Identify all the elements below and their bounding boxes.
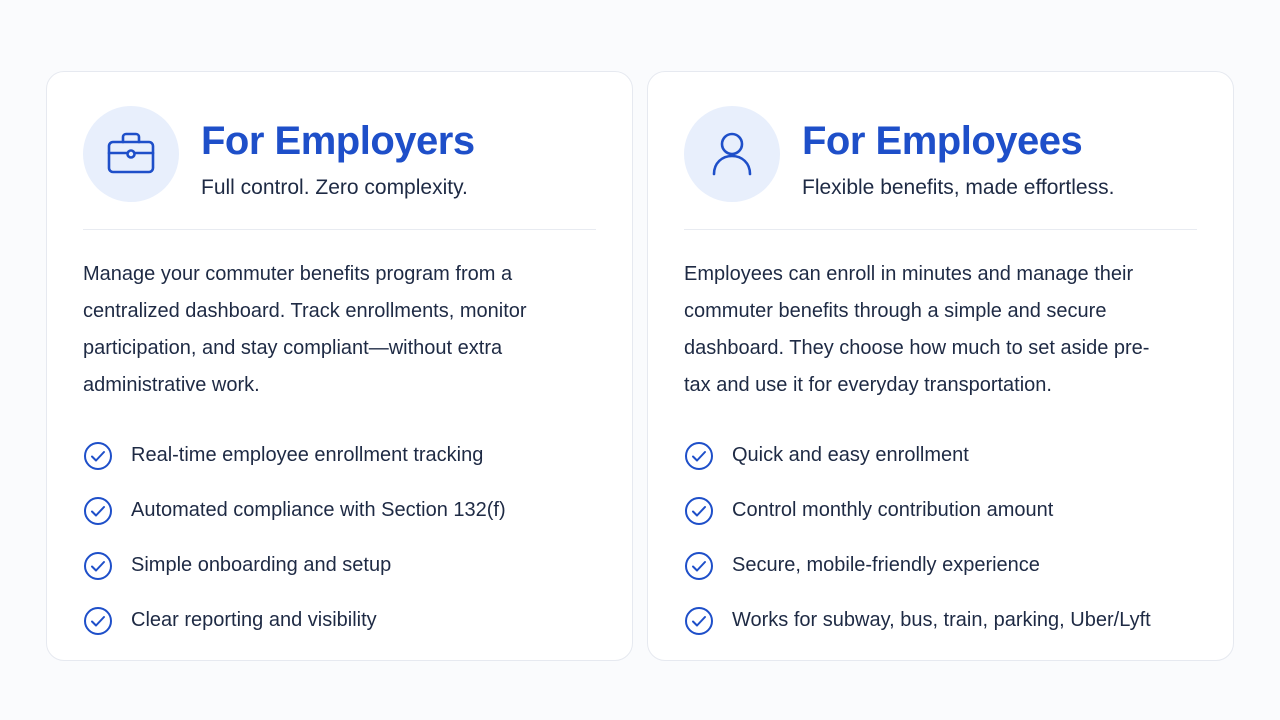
employers-title: For Employers (201, 119, 475, 163)
employees-subtitle: Flexible benefits, made effortless. (802, 176, 1115, 199)
feature-item (684, 483, 1197, 538)
employers-subtitle: Full control. Zero complexity. (201, 176, 468, 199)
feature-text: Quick and easy enrollment (732, 444, 969, 466)
feature-item (83, 593, 596, 648)
check-circle-icon (684, 441, 714, 471)
employees-description: Employees can enroll in minutes and manage their commuter benefits through a simple and secure dashboard. They choose how much to set aside pre-tax and use it for everyday transportation. (684, 263, 1150, 396)
employees-feature-list (684, 428, 1197, 648)
employers-description: Manage your commuter benefits program from a centralized dashboard. Track enrollments, monitor participation, and stay compliant—without extra administrative work. (83, 263, 527, 396)
feature-item (684, 428, 1197, 483)
employers-icon-badge (83, 106, 179, 202)
check-circle-icon (83, 441, 113, 471)
feature-item (684, 538, 1197, 593)
employers-feature-list (83, 428, 596, 648)
feature-item (83, 483, 596, 538)
employers-card (46, 71, 633, 661)
employees-title: For Employees (802, 119, 1083, 163)
feature-text: Works for subway, bus, train, parking, Uber/Lyft (732, 609, 1151, 631)
check-circle-icon (83, 496, 113, 526)
feature-text: Real-time employee enrollment tracking (131, 444, 484, 466)
employers-card-header (83, 106, 596, 230)
feature-text: Control monthly contribution amount (732, 499, 1054, 521)
feature-text: Simple onboarding and setup (131, 554, 392, 576)
briefcase-icon (103, 126, 159, 182)
feature-text: Clear reporting and visibility (131, 609, 377, 631)
check-circle-icon (684, 606, 714, 636)
feature-text: Automated compliance with Section 132(f) (131, 499, 506, 521)
employees-card-header (684, 106, 1197, 230)
check-circle-icon (83, 606, 113, 636)
benefits-cards (46, 71, 1234, 661)
check-circle-icon (684, 551, 714, 581)
feature-text: Secure, mobile-friendly experience (732, 554, 1040, 576)
feature-item (83, 538, 596, 593)
employees-card (647, 71, 1234, 661)
check-circle-icon (684, 496, 714, 526)
employees-icon-badge (684, 106, 780, 202)
check-circle-icon (83, 551, 113, 581)
feature-item (684, 593, 1197, 648)
feature-item (83, 428, 596, 483)
user-icon (704, 126, 760, 182)
